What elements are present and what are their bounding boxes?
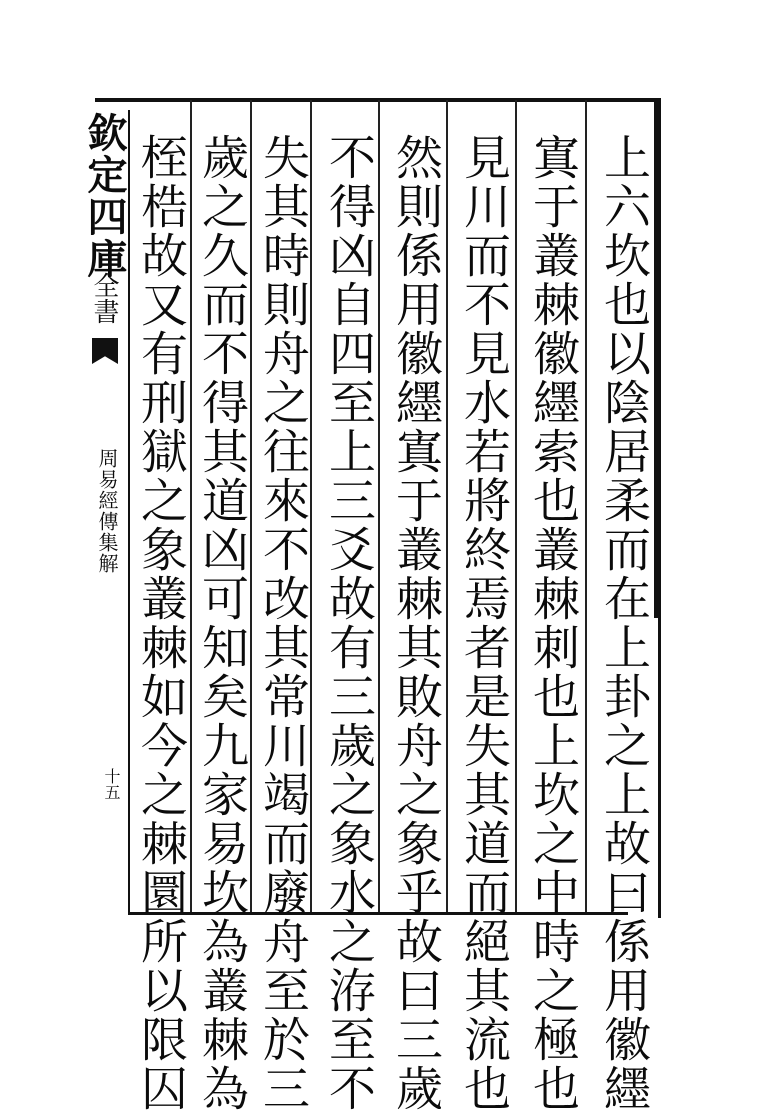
frame-right-border	[654, 98, 661, 618]
frame-top-border	[95, 98, 657, 102]
text-column-6: 失其時則舟之往來不改其常川竭而廢舟至於三	[255, 133, 310, 1113]
column-divider	[515, 100, 517, 912]
text-column-3: 見川而不見水若將終焉者是失其道而絕其流也	[456, 133, 511, 1113]
column-divider	[378, 100, 380, 912]
text-column-7: 歲之久而不得其道凶可知矣九家易坎為叢棘為	[194, 133, 249, 1113]
text-column-2: 寘于叢棘徽纆索也叢棘刺也上坎之中時之極也	[525, 133, 580, 1113]
text-column-8: 桎梏故又有刑獄之象叢棘如今之棘圜所以限囚	[133, 133, 188, 1113]
margin-book-title: 周易經傳集解	[95, 448, 119, 574]
frame-right-border-lower	[658, 618, 661, 918]
margin-volume-label: 全書	[89, 272, 119, 324]
fish-tail-mark-icon	[92, 338, 118, 364]
column-divider	[585, 100, 587, 912]
margin-collection-title: 欽定四庫	[81, 112, 128, 280]
text-column-4: 然則係用徽纆寘于叢棘其敗舟之象乎故曰三歲	[388, 133, 443, 1113]
margin-page-number: 十五	[102, 768, 121, 800]
text-column-5: 不得凶自四至上三爻故有三歲之象水之洊至不	[321, 133, 376, 1113]
text-column-1: 上六坎也以陰居柔而在上卦之上故曰係用徽纆	[596, 133, 651, 1113]
column-divider	[446, 100, 448, 912]
